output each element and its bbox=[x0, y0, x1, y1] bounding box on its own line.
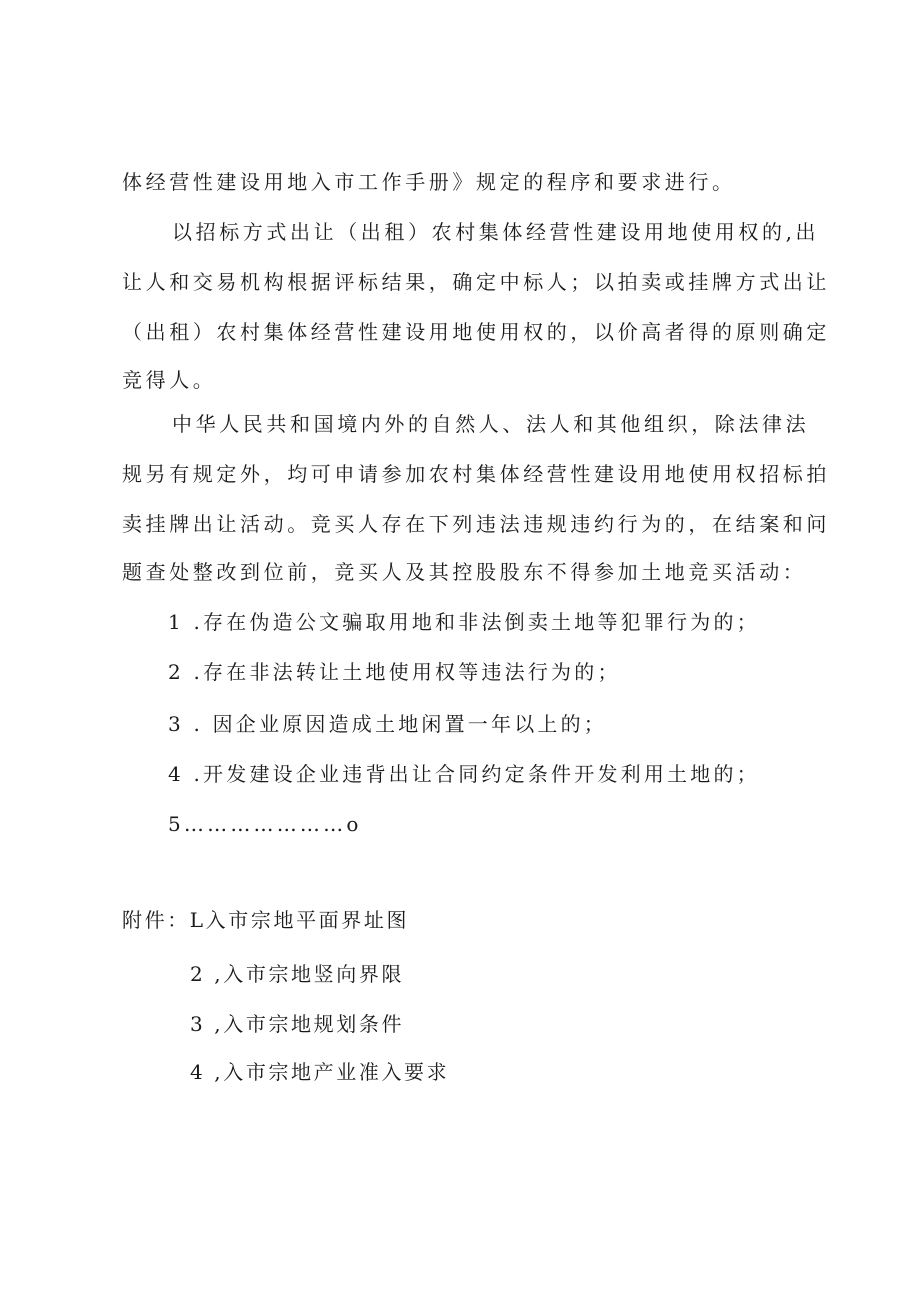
paragraph-eligibility-line: 中华人民共和国境内外的自然人、法人和其他组织，除法律法 bbox=[172, 412, 810, 436]
violation-item: 3 . 因企业原因造成土地闲置一年以上的； bbox=[168, 712, 607, 736]
violation-item: 1 .存在伪造公文骗取用地和非法倒卖土地等犯罪行为的； bbox=[168, 610, 760, 634]
paragraph-eligibility-line: 规另有规定外，均可申请参加农村集体经营性建设用地使用权招标拍 bbox=[122, 462, 830, 486]
violation-item: 4 .开发建设企业违背出让合同约定条件开发利用土地的； bbox=[168, 762, 760, 786]
attachment-item: 4 ,入市宗地产业准入要求 bbox=[190, 1060, 450, 1084]
paragraph-bidding-line: （出租）农村集体经营性建设用地使用权的，以价高者得的原则确定 bbox=[122, 320, 830, 344]
paragraph-bidding-line: 竞得人。 bbox=[122, 368, 217, 392]
paragraph-eligibility-line: 题查处整改到位前，竞买人及其控股股东不得参加土地竞买活动： bbox=[122, 560, 807, 584]
attachment-item: 3 ,入市宗地规划条件 bbox=[190, 1012, 405, 1036]
violation-item-ellipsis: 5…………………o bbox=[168, 812, 362, 836]
paragraph-eligibility-line: 卖挂牌出让活动。竞买人存在下列违法违规违约行为的，在结案和问 bbox=[122, 512, 830, 536]
attachment-item: 2 ,入市宗地竖向界限 bbox=[190, 962, 405, 986]
paragraph-bidding-line: 以招标方式出让（出租）农村集体经营性建设用地使用权的,出 bbox=[172, 220, 820, 244]
paragraph-continuation-line: 体经营性建设用地入市工作手册》规定的程序和要求进行。 bbox=[122, 170, 736, 194]
violation-item: 2 .存在非法转让土地使用权等违法行为的； bbox=[168, 660, 621, 684]
attachment-list-title: 附件：L入市宗地平面界址图 bbox=[122, 908, 410, 932]
paragraph-bidding-line: 让人和交易机构根据评标结果，确定中标人；以拍卖或挂牌方式出让 bbox=[122, 270, 830, 294]
